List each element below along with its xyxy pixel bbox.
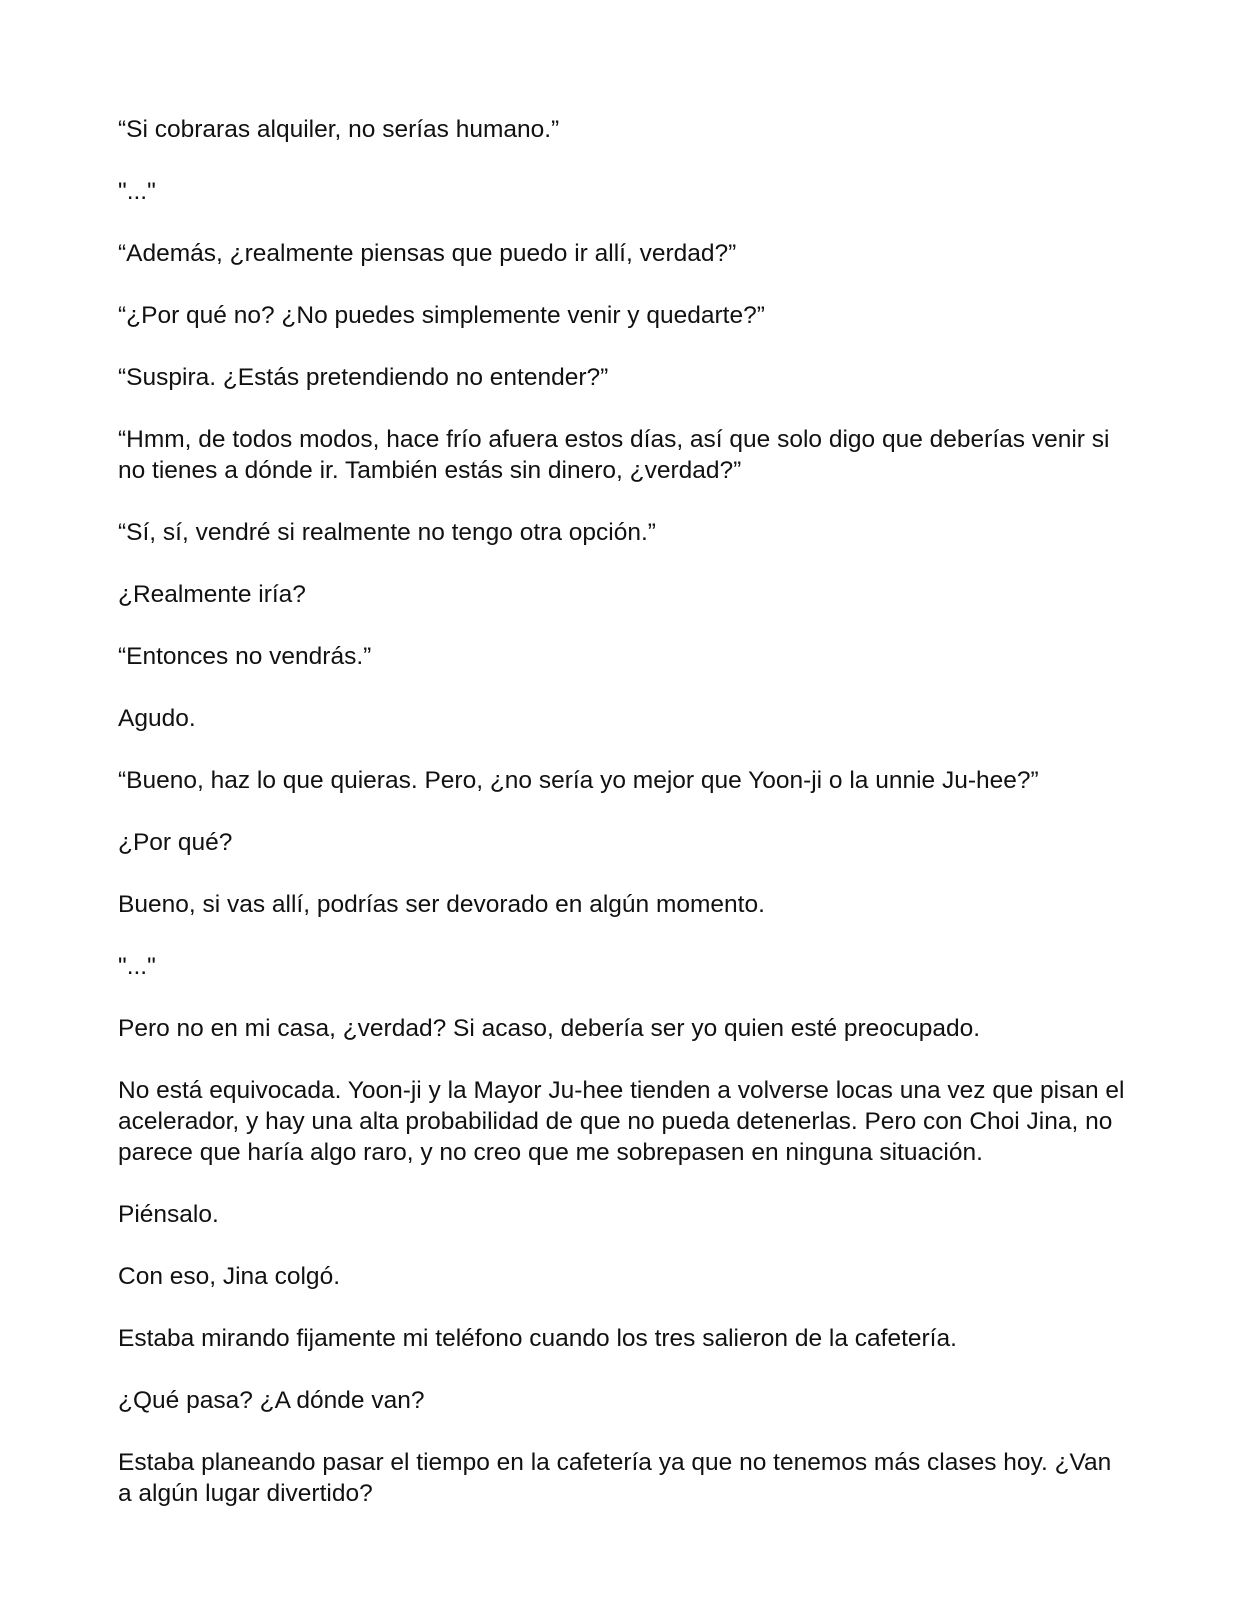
paragraph: "..." <box>118 178 156 205</box>
paragraph: “Hmm, de todos modos, hace frío afuera estos días, así que solo digo que deberías venir si no tienes a dónde ir. También estás sin dinero, ¿verdad?” <box>118 426 1110 484</box>
paragraph: Estaba planeando pasar el tiempo en la cafetería ya que no tenemos más clases hoy. ¿Van a algún lugar divertido? <box>118 1449 1112 1507</box>
paragraph: Bueno, si vas allí, podrías ser devorado en algún momento. <box>118 891 765 918</box>
paragraph: Con eso, Jina colgó. <box>118 1263 340 1290</box>
paragraph: No está equivocada. Yoon-ji y la Mayor Ju-hee tienden a volverse locas una vez que pisan el acelerador, y hay una alta probabilidad de que no pueda detenerlas. Pero con Choi Jina, no parece que haría algo raro, y no creo que me sobrepasen en ninguna situación. <box>118 1077 1125 1166</box>
paragraph: "..." <box>118 953 156 980</box>
paragraph: “Suspira. ¿Estás pretendiendo no entender?” <box>118 364 609 391</box>
paragraph: Pero no en mi casa, ¿verdad? Si acaso, debería ser yo quien esté preocupado. <box>118 1015 981 1042</box>
paragraph: “Sí, sí, vendré si realmente no tengo otra opción.” <box>118 519 656 546</box>
paragraph: Estaba mirando fijamente mi teléfono cuando los tres salieron de la cafetería. <box>118 1325 957 1352</box>
paragraph: Piénsalo. <box>118 1201 219 1228</box>
paragraph: ¿Realmente iría? <box>118 581 306 608</box>
paragraph: Agudo. <box>118 705 196 732</box>
document-body <box>118 114 1128 1540</box>
paragraph: ¿Qué pasa? ¿A dónde van? <box>118 1387 425 1414</box>
paragraph: ¿Por qué? <box>118 829 233 856</box>
paragraph: “Además, ¿realmente piensas que puedo ir allí, verdad?” <box>118 240 737 267</box>
paragraph: “¿Por qué no? ¿No puedes simplemente venir y quedarte?” <box>118 302 765 329</box>
paragraph: “Si cobraras alquiler, no serías humano.” <box>118 116 560 143</box>
paragraph: “Bueno, haz lo que quieras. Pero, ¿no sería yo mejor que Yoon-ji o la unnie Ju-hee?” <box>118 767 1039 794</box>
paragraph: “Entonces no vendrás.” <box>118 643 372 670</box>
